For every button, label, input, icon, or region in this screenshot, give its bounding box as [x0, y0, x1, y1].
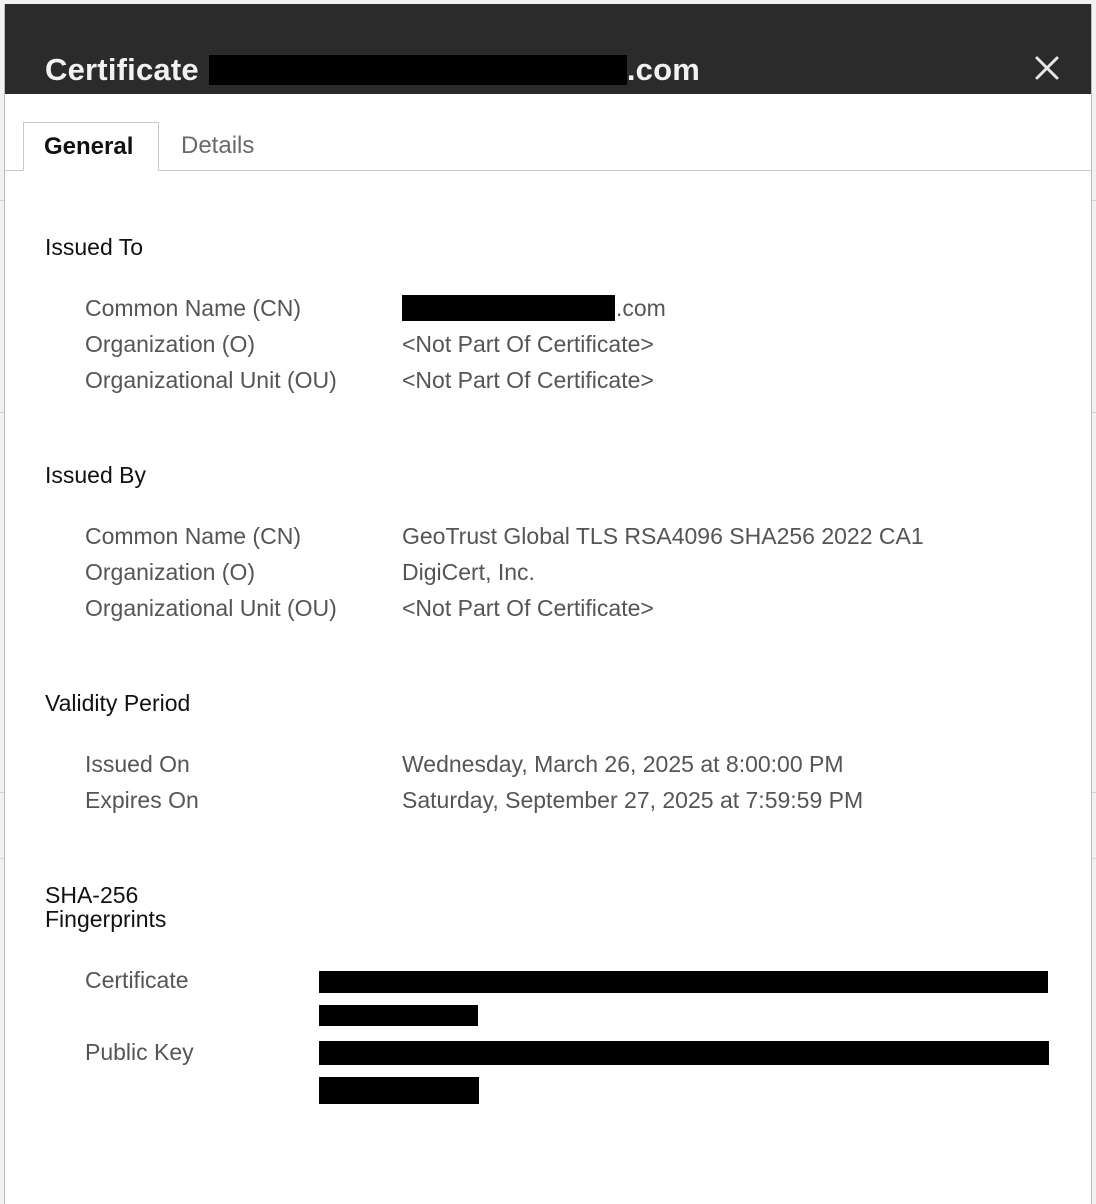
close-icon — [1029, 50, 1065, 86]
issued-on-value: Wednesday, March 26, 2025 at 8:00:00 PM — [402, 751, 844, 777]
dialog-title — [45, 50, 700, 90]
fingerprints-heading-line1: SHA-256 — [45, 882, 139, 908]
close-button[interactable] — [1029, 50, 1065, 86]
issued-by-cn-value: GeoTrust Global TLS RSA4096 SHA256 2022 CA1 — [402, 523, 924, 549]
expires-on-value: Saturday, September 27, 2025 at 7:59:59 PM — [402, 787, 864, 813]
dialog-titlebar — [5, 4, 1092, 94]
issued-to-ou-value: <Not Part Of Certificate> — [402, 367, 654, 393]
fingerprints-heading-line2: Fingerprints — [45, 906, 167, 932]
issued-on-label: Issued On — [85, 751, 190, 777]
redaction-block — [402, 295, 615, 321]
certificate-dialog — [4, 4, 1092, 1204]
public-key-fingerprint-label: Public Key — [85, 1039, 194, 1065]
issued-by-ou-value: <Not Part Of Certificate> — [402, 595, 654, 621]
issued-to-org-value: <Not Part Of Certificate> — [402, 331, 654, 357]
issued-to-cn-suffix: .com — [616, 295, 666, 321]
issued-by-org-label: Organization (O) — [85, 559, 256, 585]
redaction-block — [319, 1005, 478, 1026]
tab-details[interactable]: Details — [181, 132, 255, 159]
certificate-fingerprint-label: Certificate — [85, 967, 189, 993]
issued-to-heading: Issued To — [45, 234, 144, 260]
redaction-block — [209, 55, 627, 85]
issued-by-org-value: DigiCert, Inc. — [402, 559, 535, 585]
issued-by-cn-label: Common Name (CN) — [85, 523, 301, 549]
redaction-block — [319, 1041, 1049, 1065]
issued-to-cn-label: Common Name (CN) — [85, 295, 301, 321]
dialog-title-prefix: Certificate — [45, 52, 199, 87]
expires-on-label: Expires On — [85, 787, 199, 813]
validity-heading: Validity Period — [45, 690, 191, 716]
redaction-block — [319, 1077, 479, 1104]
issued-by-heading: Issued By — [45, 462, 146, 488]
issued-by-ou-label: Organizational Unit (OU) — [85, 595, 337, 621]
tab-bar — [5, 122, 1092, 171]
redaction-block — [319, 971, 1048, 993]
issued-to-org-label: Organization (O) — [85, 331, 256, 357]
dialog-title-suffix: .com — [626, 52, 700, 87]
tab-general[interactable]: General — [23, 122, 159, 171]
issued-to-ou-label: Organizational Unit (OU) — [85, 367, 337, 393]
issued-to-cn-value — [402, 293, 666, 323]
